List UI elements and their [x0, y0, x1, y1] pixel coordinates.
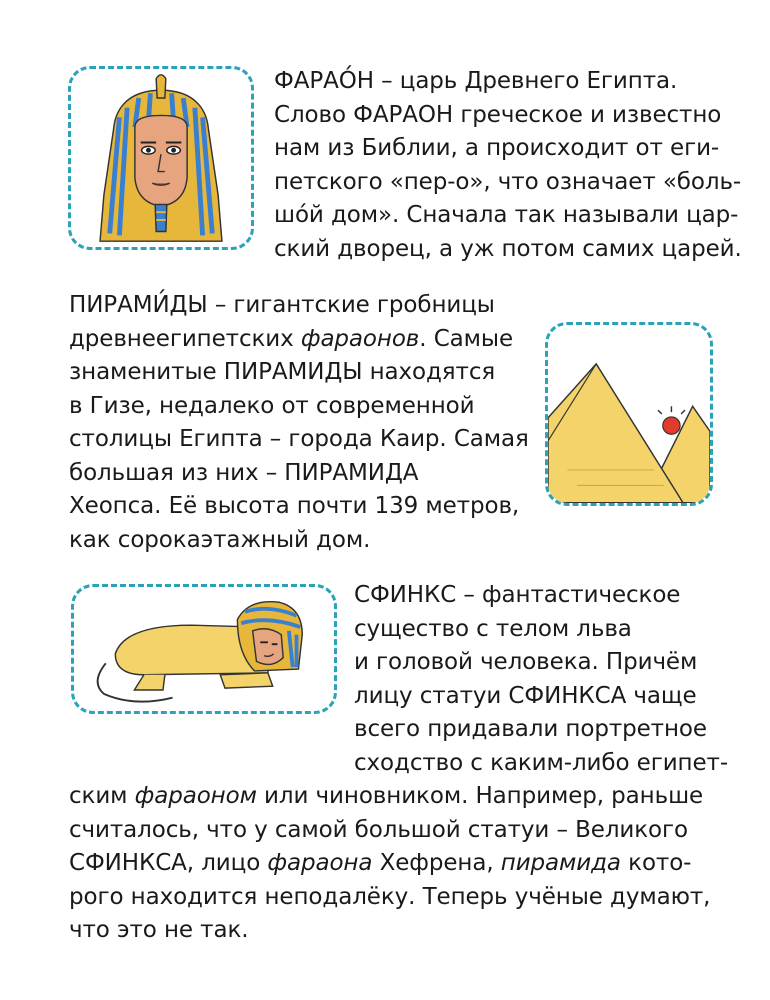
pyramids-paragraph: [69, 289, 529, 557]
text-line: [69, 881, 710, 915]
sphinx-image: [74, 587, 334, 711]
text-line: [69, 914, 710, 948]
text-run: в Гизе, недалеко от современной: [69, 392, 475, 419]
text-run: большая из них – ПИРАМИДА: [69, 459, 419, 486]
text-run: Слово ФАРАОН греческое и известно: [274, 101, 722, 128]
text-line: [69, 457, 529, 491]
text-line: [354, 613, 728, 647]
text-run: шо́й дом». Сначала так называли цар-: [274, 202, 739, 228]
text-run: лицу статуи СФИНКСА чаще: [354, 682, 697, 709]
text-run: столицы Египта – города Каир. Самая: [69, 426, 529, 452]
text-line: [354, 646, 728, 680]
text-run: ФАРАО́Н – царь Древнего Египта.: [274, 68, 678, 94]
text-line: [69, 390, 529, 424]
text-line: [69, 323, 529, 357]
text-line: [69, 356, 529, 390]
text-run: как сорокаэтажный дом.: [69, 526, 371, 553]
text-line: [274, 132, 742, 166]
pharaoh-paragraph: [274, 65, 742, 266]
text-run: существо с телом льва: [354, 615, 632, 642]
text-run: или чиновником. Например, раньше: [256, 783, 704, 809]
pyramids-image: [548, 325, 710, 503]
text-line: [69, 423, 529, 457]
sphinx-illustration-frame: [71, 584, 337, 714]
text-line: [274, 65, 742, 99]
text-run: сходство с каким-либо египет-: [354, 749, 729, 776]
text-line: [354, 680, 728, 714]
italic-term: фараона: [267, 850, 373, 876]
text-run: ПИРАМИ́ДЫ – гигантские гробницы: [69, 292, 495, 318]
italic-term: пирамида: [500, 850, 621, 876]
text-line: [274, 99, 742, 133]
text-run: Хеопса. Её высота почти 139 метров,: [69, 493, 520, 519]
text-run: древнеегипетских: [69, 325, 301, 352]
text-line: [354, 579, 728, 613]
text-run: петского «пер-о», что означает «боль-: [274, 168, 742, 195]
text-run: ским: [69, 783, 135, 809]
text-run: нам из Библии, а происходит от еги-: [274, 135, 720, 161]
pharaoh-mask-image: [71, 69, 251, 247]
text-run: . Самые: [419, 325, 514, 352]
text-line: [354, 713, 728, 747]
text-run: считалось, что у самой большой статуи – Великого: [69, 816, 688, 843]
text-line: [69, 524, 529, 558]
text-run: кото-: [620, 850, 692, 876]
text-line: [69, 490, 529, 524]
text-line: [69, 814, 710, 848]
text-run: СФИНКСА, лицо: [69, 850, 268, 876]
italic-term: фараоном: [134, 783, 257, 809]
text-run: СФИНКС – фантастическое: [354, 582, 681, 608]
text-run: и головой человека. Причём: [354, 649, 698, 675]
sphinx-paragraph-top: [354, 579, 728, 780]
text-line: [274, 233, 742, 267]
pyramids-illustration-frame: [545, 322, 713, 506]
sphinx-paragraph-bottom: [69, 780, 710, 948]
text-run: что это не так.: [69, 917, 249, 943]
text-line: [69, 289, 529, 323]
text-run: Хефрена,: [372, 850, 501, 876]
pharaoh-illustration-frame: [68, 66, 254, 250]
text-run: знаменитые ПИРАМИДЫ находятся: [69, 359, 496, 385]
text-line: [69, 847, 710, 881]
text-run: рого находится неподалёку. Теперь учёные думают,: [69, 883, 711, 910]
text-line: [69, 780, 710, 814]
text-line: [274, 166, 742, 200]
text-line: [274, 199, 742, 233]
text-line: [354, 747, 728, 781]
text-run: ский дворец, а уж потом самих царей.: [274, 235, 742, 262]
italic-term: фараонов: [300, 325, 420, 352]
text-run: всего придавали портретное: [354, 716, 707, 742]
